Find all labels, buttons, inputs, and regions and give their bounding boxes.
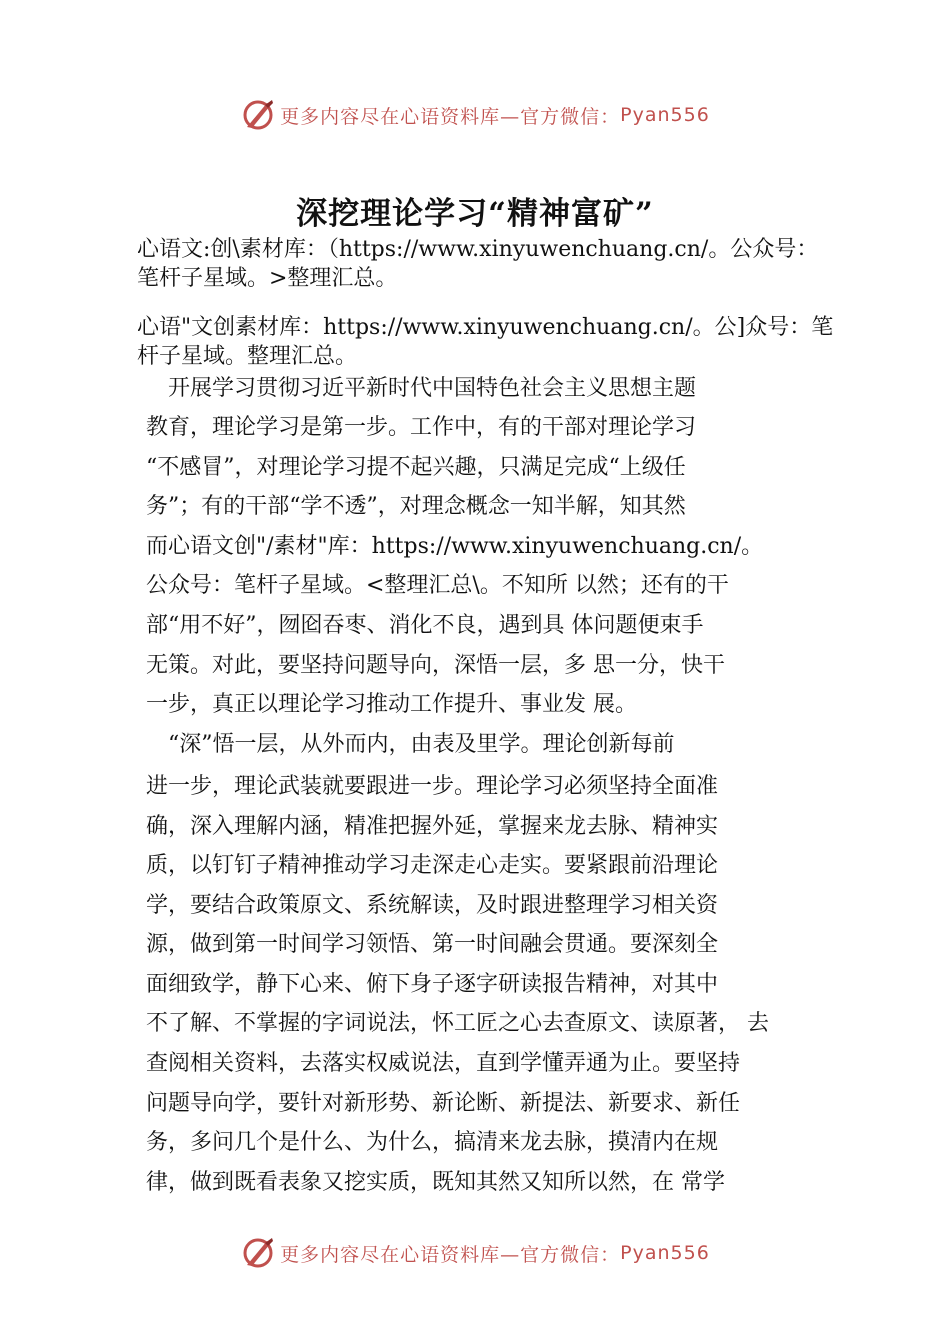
text-line: 公众号：笔杆子星域。<整理汇总\。不知所 以然；还有的干 [146, 573, 729, 598]
banner-text: 更多内容尽在心语资料库—官方微信： [280, 1243, 621, 1266]
text-line: 源，做到第一时间学习领悟、第一时间融会贯通。要深刻全 [146, 932, 719, 957]
text-line: “不感冒”，对理论学习提不起兴趣，只满足完成“上级任 [146, 455, 686, 480]
text-line: 教育，理论学习是第一步。工作中，有的干部对理论学习 [146, 415, 697, 440]
text-line: 务，多问几个是什么、为什么，搞清来龙去脉，摸清内在规 [146, 1130, 719, 1155]
text-line: 面细致学，静下心来、俯下身子逐字研读报告精神，对其中 [146, 972, 719, 997]
text-line: 不了解、不掌握的字词说法，怀工匠之心去查原文、读原著， 去 [146, 1011, 769, 1036]
quill-pen-logo-icon [240, 1235, 276, 1271]
banner-wechat-id: Pyan556 [620, 104, 710, 126]
banner-text: 更多内容尽在心语资料库—官方微信： [280, 105, 621, 128]
document-title: 深挖理论学习“精神富矿” [296, 196, 654, 232]
source-note: 心语文:创\素材库：（https://www.xinyuwenchuang.cn/。公众号：笔杆子星域。>整理汇总。 [137, 237, 819, 291]
banner-wechat-id: Pyan556 [620, 1242, 710, 1264]
text-line: “深”悟一层，从外而内，由表及里学。理论创新每前 [146, 732, 675, 757]
footer-banner [0, 1233, 950, 1273]
text-line: 律，做到既看表象又挖实质，既知其然又知所以然，在 常学 [146, 1170, 725, 1195]
text-line: 进一步，理论武装就要跟进一步。理论学习必须坚持全面准 [146, 774, 719, 799]
text-line: 学，要结合政策原文、系统解读，及时跟进整理学习相关资 [146, 893, 719, 918]
text-line: 而心语文创"/素材"库：https://www.xinyuwenchuang.cn/。 [146, 534, 764, 559]
text-line: 务”；有的干部“学不透”，对理念概念一知半解，知其然 [146, 494, 686, 519]
text-line: 无策。对此，要坚持问题导向，深悟一层，多 思一分，快干 [146, 653, 725, 678]
text-line: 开展学习贯彻习近平新时代中国特色社会主义思想主题 [146, 376, 697, 401]
source-note: 心语"文创素材库：https://www.xinyuwenchuang.cn/。公]众号：笔杆子星域。整理汇总。 [137, 315, 834, 369]
text-line: 一步，真正以理论学习推动工作提升、事业发 展。 [146, 692, 637, 717]
text-line: 部“用不好”，囫囵吞枣、消化不良，遇到具 体问题便束手 [146, 613, 704, 638]
quill-pen-logo-icon [240, 97, 276, 133]
text-line: 查阅相关资料，去落实权威说法，直到学懂弄通为止。要坚持 [146, 1051, 741, 1076]
text-line: 问题导向学，要针对新形势、新论断、新提法、新要求、新任 [146, 1091, 741, 1116]
text-line: 质，以钉钉子精神推动学习走深走心走实。要紧跟前沿理论 [146, 853, 719, 878]
header-banner [0, 95, 950, 135]
text-line: 确，深入理解内涵，精准把握外延，掌握来龙去脉、精神实 [146, 814, 719, 839]
